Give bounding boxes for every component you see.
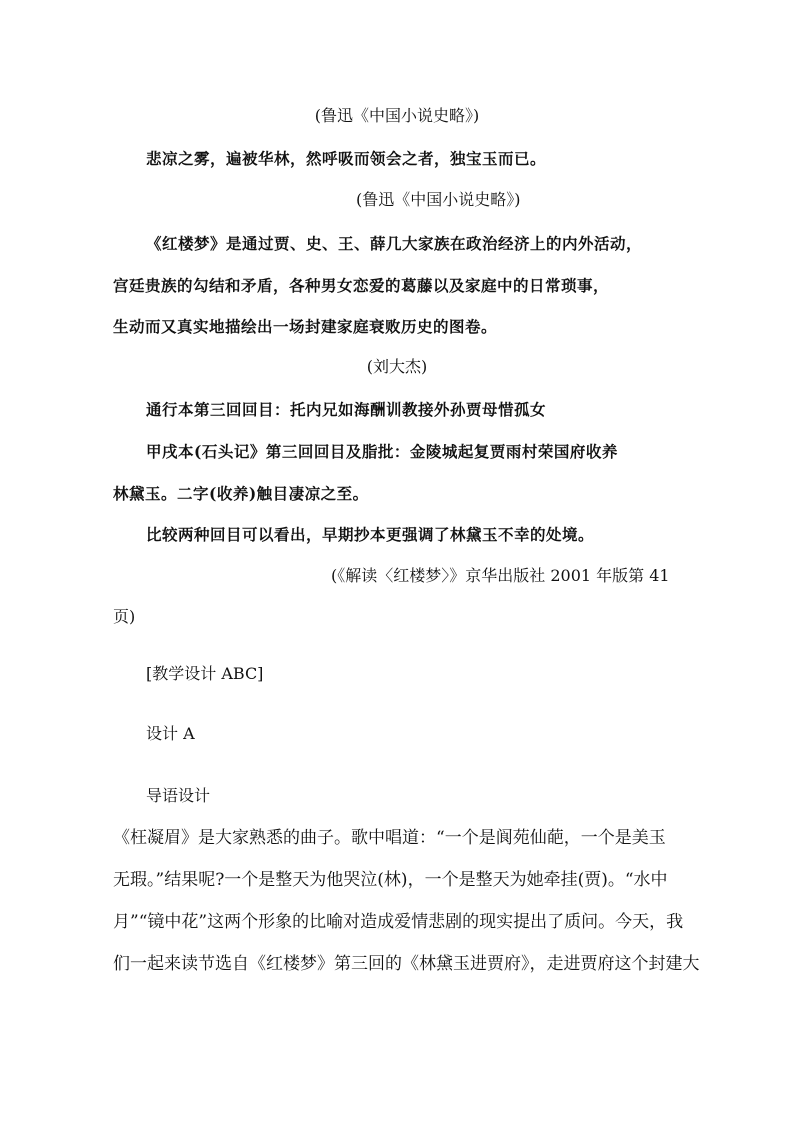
quote-source-luxun-2: (鲁迅《中国小说史略》): [356, 190, 521, 209]
chapter-title-jiaxu-line-1: 甲戌本(石头记》第三回回目及脂批：金陵城起复贾雨村荣国府收养: [146, 442, 618, 461]
chapter-title-comparison: 比较两种回目可以看出，早期抄本更强调了林黛玉不幸的处境。: [146, 525, 595, 544]
quote-source-book-line-1: (《解读〈红楼梦〉》京华出版社 2001 年版第 41: [331, 566, 670, 585]
quote-liudajie-line-3: 生动而又真实地描绘出一场封建家庭衰败历史的图卷。: [113, 317, 498, 336]
quote-source-luxun-1: (鲁迅《中国小说史略》): [314, 106, 480, 125]
quote-source-book-line-2: 页): [113, 607, 136, 626]
body-line-3: 月”“镜中花”这两个形象的比喻对造成爱情悲剧的现实提出了质问。今天，我: [113, 912, 684, 932]
section-title: [教学设计 ABC]: [146, 664, 264, 683]
body-line-4: 们一起来读节选自《红楼梦》第三回的《林黛玉进贾府》，走进贾府这个封建大: [113, 954, 700, 974]
quote-source-liudajie: (刘大杰): [366, 357, 428, 376]
body-line-2: 无瑕。”结果呢?一个是整天为他哭泣(林)，一个是整天为她牵挂(贾)。“水中: [113, 870, 668, 890]
quote-liudajie-line-2: 宫廷贵族的勾结和矛盾，各种男女恋爱的葛藤以及家庭中的日常琐事，: [113, 276, 610, 295]
design-a-title: 设计 A: [146, 724, 195, 743]
body-line-1: 《枉凝眉》是大家熟悉的曲子。歌中唱道：“一个是阆苑仙葩，一个是美玉: [113, 828, 666, 848]
chapter-title-jiaxu-line-2: 林黛玉。二字(收养)触目凄凉之至。: [113, 484, 369, 503]
intro-design-title: 导语设计: [146, 786, 211, 805]
quote-luxun: 悲凉之雾，遍被华林，然呼吸而领会之者，独宝玉而已。: [146, 149, 547, 168]
chapter-title-common: 通行本第三回回目：托内兄如海酬训教接外孙贾母惜孤女: [146, 400, 547, 419]
quote-liudajie-line-1: 《红楼梦》是通过贾、史、王、薛几大家族在政治经济上的内外活动，: [146, 234, 643, 253]
